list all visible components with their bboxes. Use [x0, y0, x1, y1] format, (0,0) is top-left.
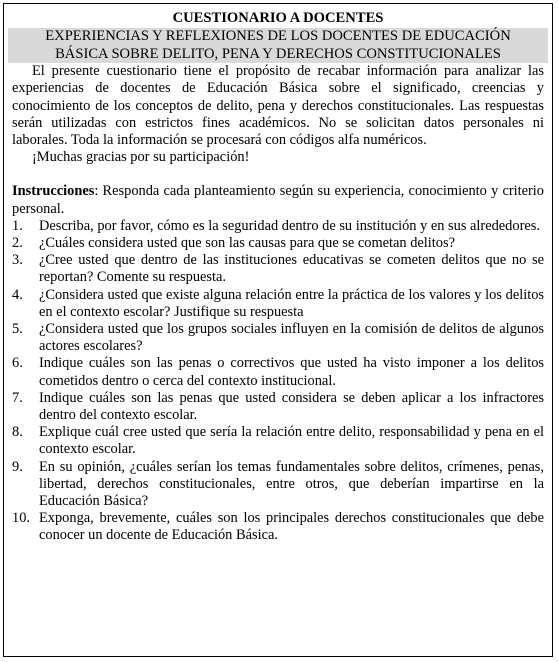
question-item-1 — [12, 218, 544, 235]
question-item-2 — [12, 235, 544, 252]
subtitle-line-1: EXPERIENCIAS Y REFLEXIONES DE LOS DOCENTES DE EDUCACIÓN — [45, 28, 511, 44]
question-text: ¿Considera usted que existe alguna relación entre la práctica de los valores y los delitos en el contexto escolar? Justifique su respuesta — [39, 286, 544, 320]
document-title: CUESTIONARIO A DOCENTES — [172, 10, 384, 26]
question-item-5 — [12, 321, 544, 355]
subtitle-band — [8, 28, 548, 63]
question-item-10 — [12, 510, 544, 544]
instructions-label: Instrucciones — [12, 183, 95, 200]
question-number: 10. — [12, 510, 30, 527]
question-item-4 — [12, 287, 544, 321]
question-text: ¿Considera usted que los grupos sociales influyen en la comisión de delitos de algunos actores escolares? — [39, 321, 544, 355]
question-text: En su opinión, ¿cuáles serían los temas fundamentales sobre delitos, crímenes, penas, libertad, derechos constitucionales, entre otros, que deberían impartirse en la Educación Básica? — [39, 458, 544, 510]
question-text: ¿Cuáles considera usted que son las causas para que se cometan delitos? — [39, 235, 455, 252]
question-text: ¿Cree usted que dentro de las instituciones educativas se cometen delitos que no se reportan? Comente su respuesta. — [39, 252, 544, 286]
intro-paragraph: El presente cuestionario tiene el propósito de recabar información para analizar las experiencias de docentes de Educación Básica sobre el significado, creencias y conocimiento de los conceptos de delito, pena y derechos constitucionales. Las respuestas serán utilizadas con estrictos fines académicos. No se solicitan datos personales ni laborales. Toda la información se procesará con códigos alfa numéricos. — [12, 63, 544, 148]
question-text: Describa, por favor, cómo es la seguridad dentro de su institución y en sus alrededores. — [39, 217, 540, 234]
question-text: Indique cuáles son las penas que usted considera se deben aplicar a los infractores dentro del contexto escolar. — [39, 389, 544, 424]
question-list — [12, 218, 544, 545]
question-number: 3. — [12, 252, 23, 269]
question-text: Indique cuáles son las penas o correctivos que usted ha visto imponer a los delitos cometidos dentro o cerca del contexto institucional. — [39, 355, 544, 389]
subtitle-line-2: BÁSICA SOBRE DELITO, PENA Y DERECHOS CONSTITUCIONALES — [55, 45, 501, 62]
question-item-8 — [12, 424, 544, 458]
question-number: 5. — [12, 321, 23, 338]
question-number: 2. — [12, 235, 23, 252]
instructions-paragraph — [12, 183, 544, 217]
question-number: 4. — [12, 286, 23, 303]
question-number: 7. — [12, 389, 23, 406]
question-number: 1. — [12, 217, 23, 234]
question-item-3 — [12, 252, 544, 286]
question-text: Exponga, brevemente, cuáles son los principales derechos constitucionales que debe conocer un docente de Educación Básica. — [39, 510, 544, 544]
thanks-line: ¡Muchas gracias por su participación! — [32, 149, 250, 166]
questionnaire-frame — [3, 3, 553, 657]
question-item-9 — [12, 459, 544, 511]
question-number: 9. — [12, 458, 23, 475]
question-item-6 — [12, 355, 544, 389]
question-text: Explique cuál cree usted que sería la relación entre delito, responsabilidad y pena en el contexto escolar. — [39, 424, 544, 458]
question-item-7 — [12, 390, 544, 424]
question-number: 6. — [12, 355, 23, 372]
question-number: 8. — [12, 424, 23, 441]
instructions-text: : Responda cada planteamiento según su experiencia, conocimiento y criterio personal. — [12, 183, 544, 217]
